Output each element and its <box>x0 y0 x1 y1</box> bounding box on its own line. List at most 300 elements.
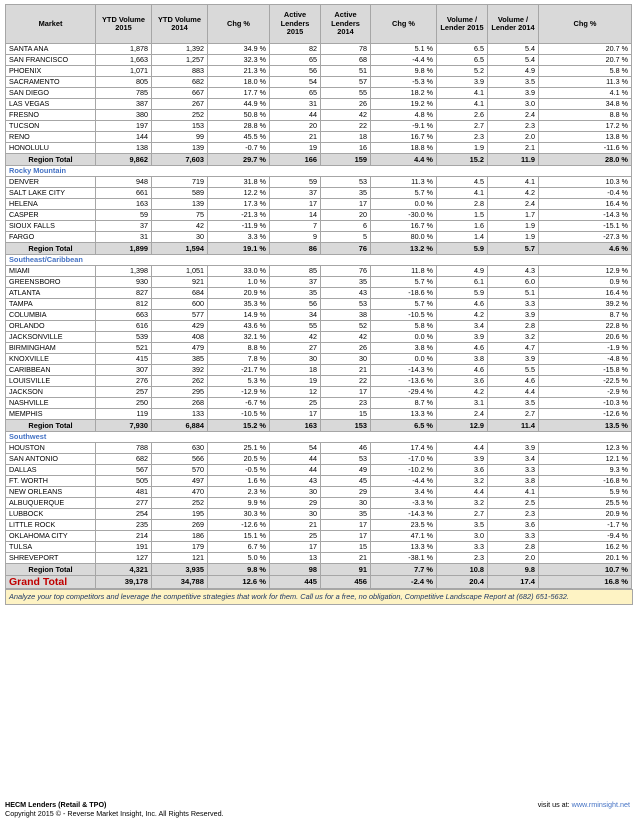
value-cell: 30 <box>321 498 371 509</box>
value-cell: 682 <box>152 77 208 88</box>
value-cell: 3.2 <box>437 498 488 509</box>
region-header-row <box>6 255 632 266</box>
value-cell: 13.8 % <box>539 132 632 143</box>
value-cell: 25 <box>270 531 321 542</box>
value-cell: 43 <box>270 476 321 487</box>
value-cell: 577 <box>152 310 208 321</box>
value-cell: 4.6 <box>437 343 488 354</box>
footer-left <box>5 800 224 818</box>
value-cell: 6,884 <box>152 420 208 432</box>
value-cell: 3.2 <box>488 332 539 343</box>
value-cell: 39,178 <box>96 576 152 589</box>
value-cell: -30.0 % <box>371 210 437 221</box>
value-cell: 812 <box>96 299 152 310</box>
value-cell: 2.3 <box>488 509 539 520</box>
value-cell: 139 <box>152 143 208 154</box>
value-cell: 663 <box>96 310 152 321</box>
value-cell: 3.9 <box>437 77 488 88</box>
value-cell: 788 <box>96 443 152 454</box>
value-cell: 0.0 % <box>371 354 437 365</box>
region-name: Southeast/Caribbean <box>6 255 632 266</box>
value-cell: 85 <box>270 266 321 277</box>
value-cell: 20.7 % <box>539 55 632 66</box>
value-cell: 6 <box>321 221 371 232</box>
value-cell: 10.8 <box>437 564 488 576</box>
market-cell: CARIBBEAN <box>6 365 96 376</box>
market-cell: Region Total <box>6 420 96 432</box>
table-row <box>6 387 632 398</box>
table-row <box>6 110 632 121</box>
table-header-row <box>6 5 632 44</box>
value-cell: 42 <box>152 221 208 232</box>
table-row <box>6 88 632 99</box>
value-cell: -2.4 % <box>371 576 437 589</box>
value-cell: 4.6 <box>437 299 488 310</box>
value-cell: 5.5 <box>488 365 539 376</box>
value-cell: 119 <box>96 409 152 420</box>
region-header-row <box>6 166 632 177</box>
value-cell: 3.9 <box>488 354 539 365</box>
website-link[interactable]: www.rminsight.net <box>571 800 630 809</box>
value-cell: 262 <box>152 376 208 387</box>
value-cell: 16.4 % <box>539 199 632 210</box>
table-row <box>6 221 632 232</box>
value-cell: 4.1 <box>437 99 488 110</box>
value-cell: 53 <box>321 177 371 188</box>
value-cell: 186 <box>152 531 208 542</box>
value-cell: 307 <box>96 365 152 376</box>
value-cell: 235 <box>96 520 152 531</box>
value-cell: 30 <box>321 354 371 365</box>
value-cell: 6.0 <box>488 277 539 288</box>
value-cell: 2.7 <box>437 509 488 520</box>
value-cell: 3.8 % <box>371 343 437 354</box>
table-row <box>6 232 632 243</box>
value-cell: 13.3 % <box>371 542 437 553</box>
value-cell: 30 <box>270 487 321 498</box>
value-cell: 1.4 <box>437 232 488 243</box>
value-cell: -10.2 % <box>371 465 437 476</box>
value-cell: 6.5 <box>437 44 488 55</box>
value-cell: 20.7 % <box>539 44 632 55</box>
value-cell: 600 <box>152 299 208 310</box>
region-name: Rocky Mountain <box>6 166 632 177</box>
value-cell: 45 <box>321 476 371 487</box>
value-cell: 20 <box>321 210 371 221</box>
value-cell: 139 <box>152 199 208 210</box>
value-cell: 34 <box>270 310 321 321</box>
value-cell: 31.8 % <box>208 177 270 188</box>
value-cell: 3.9 <box>488 443 539 454</box>
value-cell: 276 <box>96 376 152 387</box>
value-cell: 34,788 <box>152 576 208 589</box>
value-cell: -27.3 % <box>539 232 632 243</box>
table-row <box>6 509 632 520</box>
column-header-2: YTD Volume 2014 <box>152 5 208 44</box>
market-cell: RENO <box>6 132 96 143</box>
value-cell: 11.4 <box>488 420 539 432</box>
value-cell: 505 <box>96 476 152 487</box>
value-cell: -9.4 % <box>539 531 632 542</box>
value-cell: 0.0 % <box>371 199 437 210</box>
value-cell: 2.1 <box>488 143 539 154</box>
table-row <box>6 44 632 55</box>
value-cell: 539 <box>96 332 152 343</box>
table-row <box>6 177 632 188</box>
value-cell: 12.6 % <box>208 576 270 589</box>
value-cell: 153 <box>152 121 208 132</box>
value-cell: 21 <box>321 365 371 376</box>
value-cell: 34.9 % <box>208 44 270 55</box>
value-cell: -15.1 % <box>539 221 632 232</box>
value-cell: 589 <box>152 188 208 199</box>
value-cell: 4.1 % <box>539 88 632 99</box>
value-cell: 37 <box>270 188 321 199</box>
value-cell: 54 <box>270 443 321 454</box>
table-row <box>6 77 632 88</box>
table-row <box>6 121 632 132</box>
value-cell: 1,051 <box>152 266 208 277</box>
market-cell: Grand Total <box>6 576 96 589</box>
footer-right <box>538 800 630 809</box>
value-cell: 3.9 <box>437 454 488 465</box>
value-cell: -15.8 % <box>539 365 632 376</box>
value-cell: 3.3 <box>488 465 539 476</box>
table-row <box>6 553 632 564</box>
value-cell: 2.8 <box>488 321 539 332</box>
value-cell: -0.5 % <box>208 465 270 476</box>
value-cell: 56 <box>270 299 321 310</box>
market-cell: FARGO <box>6 232 96 243</box>
market-cell: CASPER <box>6 210 96 221</box>
value-cell: 19.2 % <box>371 99 437 110</box>
value-cell: -18.6 % <box>371 288 437 299</box>
value-cell: 68 <box>321 55 371 66</box>
value-cell: 9.8 % <box>371 66 437 77</box>
value-cell: 1.9 <box>488 221 539 232</box>
value-cell: 3.3 <box>437 542 488 553</box>
value-cell: -10.5 % <box>208 409 270 420</box>
table-row <box>6 398 632 409</box>
value-cell: 15.2 % <box>208 420 270 432</box>
value-cell: 53 <box>321 299 371 310</box>
value-cell: 805 <box>96 77 152 88</box>
value-cell: 1.9 <box>437 143 488 154</box>
value-cell: 82 <box>270 44 321 55</box>
value-cell: 1,071 <box>96 66 152 77</box>
value-cell: 20.9 % <box>539 509 632 520</box>
value-cell: 415 <box>96 354 152 365</box>
column-header-7: Volume / Lender 2015 <box>437 5 488 44</box>
value-cell: 28.8 % <box>208 121 270 132</box>
value-cell: 22 <box>321 376 371 387</box>
value-cell: 20.5 % <box>208 454 270 465</box>
value-cell: 250 <box>96 398 152 409</box>
value-cell: -12.9 % <box>208 387 270 398</box>
value-cell: 27 <box>270 343 321 354</box>
value-cell: 14 <box>270 210 321 221</box>
value-cell: 3.5 <box>437 520 488 531</box>
value-cell: 1,663 <box>96 55 152 66</box>
value-cell: 166 <box>270 154 321 166</box>
value-cell: 29.7 % <box>208 154 270 166</box>
value-cell: 930 <box>96 277 152 288</box>
value-cell: 21 <box>270 132 321 143</box>
value-cell: 1,398 <box>96 266 152 277</box>
column-header-4: Active Lenders 2015 <box>270 5 321 44</box>
value-cell: 269 <box>152 520 208 531</box>
value-cell: 4.2 <box>488 188 539 199</box>
value-cell: 4.1 <box>488 177 539 188</box>
market-cell: GREENSBORO <box>6 277 96 288</box>
market-cell: JACKSONVILLE <box>6 332 96 343</box>
value-cell: 11.3 % <box>371 177 437 188</box>
value-cell: 17 <box>270 199 321 210</box>
value-cell: 948 <box>96 177 152 188</box>
value-cell: 479 <box>152 343 208 354</box>
value-cell: 4.9 <box>488 66 539 77</box>
value-cell: -0.7 % <box>208 143 270 154</box>
value-cell: 159 <box>321 154 371 166</box>
value-cell: 3.5 <box>488 398 539 409</box>
value-cell: 2.3 <box>437 553 488 564</box>
value-cell: -6.7 % <box>208 398 270 409</box>
value-cell: 277 <box>96 498 152 509</box>
value-cell: 3.4 <box>437 321 488 332</box>
value-cell: 3.6 <box>437 376 488 387</box>
report-sheet <box>5 4 631 605</box>
value-cell: 4,321 <box>96 564 152 576</box>
value-cell: 16.4 % <box>539 288 632 299</box>
value-cell: 4.4 <box>488 387 539 398</box>
value-cell: 2.0 <box>488 132 539 143</box>
value-cell: 37 <box>96 221 152 232</box>
footer-copyright: Copyright 2015 © - Reverse Market Insight, Inc. All Rights Reserved. <box>5 809 224 818</box>
value-cell: 32.3 % <box>208 55 270 66</box>
value-cell: 15 <box>321 409 371 420</box>
value-cell: 127 <box>96 553 152 564</box>
column-header-5: Active Lenders 2014 <box>321 5 371 44</box>
value-cell: 121 <box>152 553 208 564</box>
market-cell: LOUISVILLE <box>6 376 96 387</box>
value-cell: 25.5 % <box>539 498 632 509</box>
value-cell: 267 <box>152 99 208 110</box>
value-cell: 1,392 <box>152 44 208 55</box>
value-cell: 5.4 <box>488 44 539 55</box>
value-cell: 392 <box>152 365 208 376</box>
value-cell: 4.7 <box>488 343 539 354</box>
market-cell: ORLANDO <box>6 321 96 332</box>
table-row <box>6 332 632 343</box>
footer-title: HECM Lenders (Retail & TPO) <box>5 800 107 809</box>
value-cell: 3.9 <box>488 310 539 321</box>
value-cell: 1,899 <box>96 243 152 255</box>
value-cell: 47.1 % <box>371 531 437 542</box>
table-row <box>6 443 632 454</box>
value-cell: 21 <box>321 553 371 564</box>
value-cell: 3.3 <box>488 531 539 542</box>
value-cell: 18 <box>321 132 371 143</box>
value-cell: 0.9 % <box>539 277 632 288</box>
value-cell: 23.5 % <box>371 520 437 531</box>
value-cell: 429 <box>152 321 208 332</box>
value-cell: 3.0 <box>488 99 539 110</box>
value-cell: 1.7 <box>488 210 539 221</box>
value-cell: 43 <box>321 288 371 299</box>
value-cell: 521 <box>96 343 152 354</box>
market-cell: NEW ORLEANS <box>6 487 96 498</box>
value-cell: -21.7 % <box>208 365 270 376</box>
value-cell: 4.2 <box>437 387 488 398</box>
value-cell: 86 <box>270 243 321 255</box>
value-cell: -21.3 % <box>208 210 270 221</box>
value-cell: 17 <box>321 199 371 210</box>
value-cell: 51 <box>321 66 371 77</box>
value-cell: 3.4 % <box>371 487 437 498</box>
value-cell: -3.3 % <box>371 498 437 509</box>
value-cell: 254 <box>96 509 152 520</box>
value-cell: 22.8 % <box>539 321 632 332</box>
value-cell: 3.8 <box>488 476 539 487</box>
table-row <box>6 55 632 66</box>
value-cell: 5.9 <box>437 288 488 299</box>
value-cell: 6.7 % <box>208 542 270 553</box>
market-cell: SIOUX FALLS <box>6 221 96 232</box>
value-cell: 3.9 <box>488 88 539 99</box>
value-cell: 65 <box>270 55 321 66</box>
table-row <box>6 498 632 509</box>
value-cell: 55 <box>270 321 321 332</box>
value-cell: 20.6 % <box>539 332 632 343</box>
value-cell: 12.3 % <box>539 443 632 454</box>
value-cell: 195 <box>152 509 208 520</box>
market-cell: MEMPHIS <box>6 409 96 420</box>
value-cell: 4.4 <box>437 487 488 498</box>
value-cell: 91 <box>321 564 371 576</box>
value-cell: 17.3 % <box>208 199 270 210</box>
value-cell: 3.1 <box>437 398 488 409</box>
table-row <box>6 132 632 143</box>
value-cell: 570 <box>152 465 208 476</box>
value-cell: 5.4 <box>488 55 539 66</box>
value-cell: 35.3 % <box>208 299 270 310</box>
value-cell: 20.4 <box>437 576 488 589</box>
market-cell: HOUSTON <box>6 443 96 454</box>
value-cell: 17 <box>321 520 371 531</box>
value-cell: -12.6 % <box>539 409 632 420</box>
table-row <box>6 542 632 553</box>
value-cell: 14.9 % <box>208 310 270 321</box>
value-cell: 56 <box>270 66 321 77</box>
market-cell: SAN DIEGO <box>6 88 96 99</box>
value-cell: 30.3 % <box>208 509 270 520</box>
value-cell: -4.4 % <box>371 476 437 487</box>
value-cell: 5.0 % <box>208 553 270 564</box>
market-cell: DENVER <box>6 177 96 188</box>
value-cell: -11.6 % <box>539 143 632 154</box>
value-cell: 15 <box>321 542 371 553</box>
value-cell: 19 <box>270 376 321 387</box>
value-cell: 12.9 % <box>539 266 632 277</box>
value-cell: 2.8 <box>488 542 539 553</box>
value-cell: 4.9 <box>437 266 488 277</box>
value-cell: 5.8 % <box>539 66 632 77</box>
value-cell: 98 <box>270 564 321 576</box>
table-row <box>6 188 632 199</box>
value-cell: 31 <box>270 99 321 110</box>
value-cell: 1.6 <box>437 221 488 232</box>
market-cell: TAMPA <box>6 299 96 310</box>
market-cell: LUBBOCK <box>6 509 96 520</box>
value-cell: 25 <box>270 398 321 409</box>
column-header-8: Volume / Lender 2014 <box>488 5 539 44</box>
market-cell: ALBUQUERQUE <box>6 498 96 509</box>
value-cell: 684 <box>152 288 208 299</box>
value-cell: 385 <box>152 354 208 365</box>
market-cell: FRESNO <box>6 110 96 121</box>
value-cell: -22.5 % <box>539 376 632 387</box>
value-cell: 4.1 <box>437 188 488 199</box>
value-cell: 2.8 <box>437 199 488 210</box>
value-cell: 3.3 % <box>208 232 270 243</box>
table-row <box>6 143 632 154</box>
market-cell: PHOENIX <box>6 66 96 77</box>
value-cell: 49 <box>321 465 371 476</box>
value-cell: 921 <box>152 277 208 288</box>
value-cell: 17 <box>321 387 371 398</box>
value-cell: 26 <box>321 343 371 354</box>
value-cell: 8.7 % <box>371 398 437 409</box>
value-cell: 5 <box>321 232 371 243</box>
value-cell: 3.5 <box>488 77 539 88</box>
value-cell: 481 <box>96 487 152 498</box>
table-row <box>6 288 632 299</box>
value-cell: 380 <box>96 110 152 121</box>
value-cell: 567 <box>96 465 152 476</box>
value-cell: 21.3 % <box>208 66 270 77</box>
value-cell: 252 <box>152 498 208 509</box>
value-cell: 1.0 % <box>208 277 270 288</box>
value-cell: 630 <box>152 443 208 454</box>
value-cell: 456 <box>321 576 371 589</box>
value-cell: 17.4 <box>488 576 539 589</box>
table-row <box>6 210 632 221</box>
value-cell: 5.9 <box>437 243 488 255</box>
value-cell: 44 <box>270 454 321 465</box>
value-cell: 5.9 % <box>539 487 632 498</box>
value-cell: 4.5 <box>437 177 488 188</box>
region-name: Southwest <box>6 432 632 443</box>
value-cell: 9.8 <box>488 564 539 576</box>
value-cell: 883 <box>152 66 208 77</box>
value-cell: 39.2 % <box>539 299 632 310</box>
value-cell: 44 <box>270 465 321 476</box>
value-cell: 179 <box>152 542 208 553</box>
value-cell: 3.6 <box>437 465 488 476</box>
value-cell: 52 <box>321 321 371 332</box>
value-cell: 42 <box>321 332 371 343</box>
value-cell: 2.5 <box>488 498 539 509</box>
value-cell: 2.7 <box>488 409 539 420</box>
value-cell: 1.5 <box>437 210 488 221</box>
market-cell: Region Total <box>6 564 96 576</box>
market-cell: Region Total <box>6 154 96 166</box>
value-cell: 4.8 % <box>371 110 437 121</box>
value-cell: -12.6 % <box>208 520 270 531</box>
value-cell: 13.2 % <box>371 243 437 255</box>
value-cell: 11.3 % <box>539 77 632 88</box>
value-cell: 719 <box>152 177 208 188</box>
